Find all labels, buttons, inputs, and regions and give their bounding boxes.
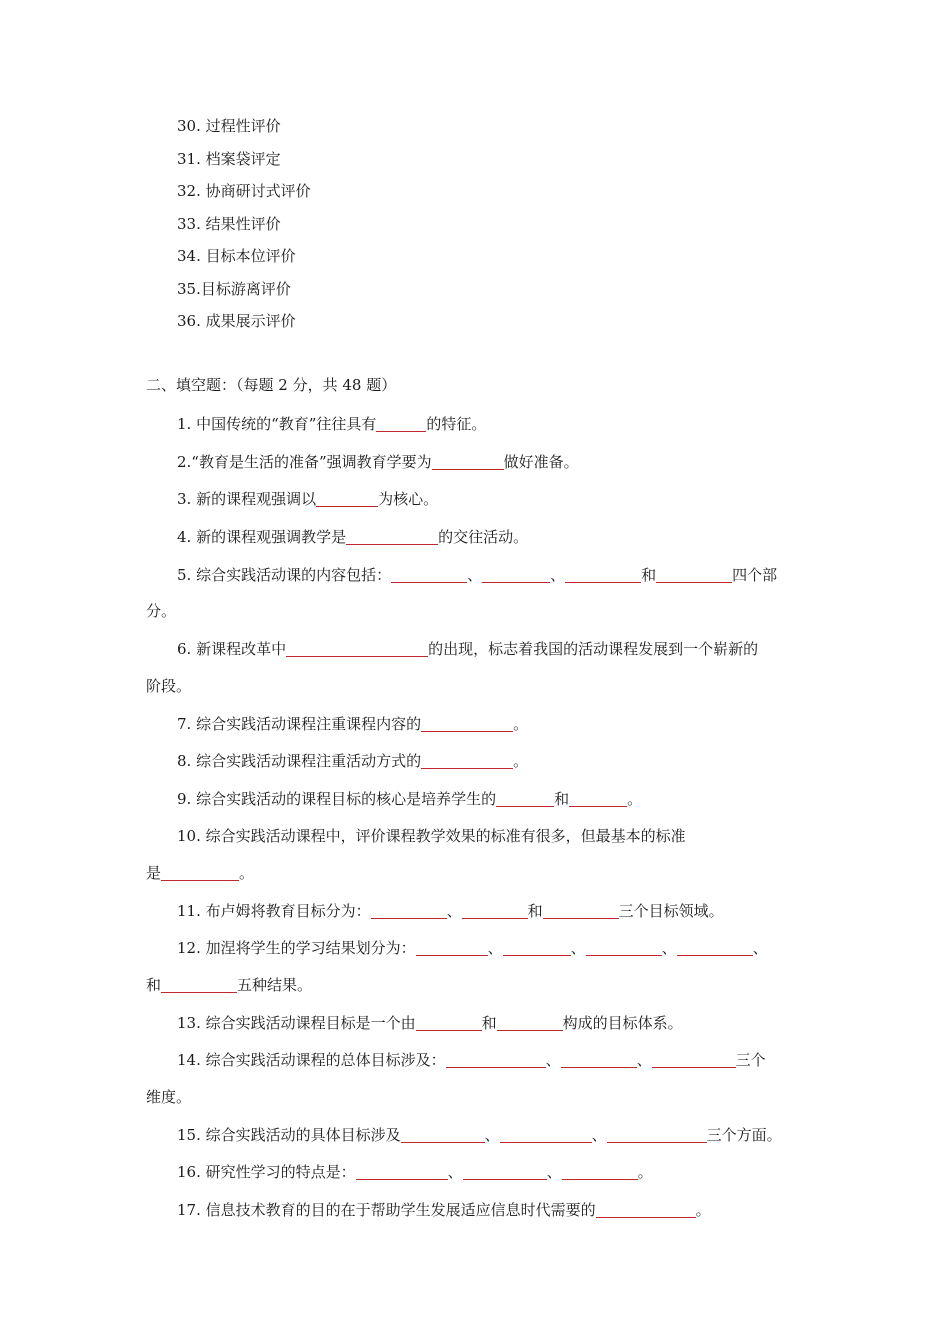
answer-blank[interactable]	[496, 790, 554, 807]
answer-blank[interactable]	[561, 1051, 637, 1068]
answer-blank[interactable]	[586, 939, 662, 956]
answer-blank[interactable]	[421, 752, 513, 769]
question-5-continuation: 分。	[146, 602, 177, 620]
answer-blank[interactable]	[316, 490, 378, 507]
answer-blank[interactable]	[607, 1126, 707, 1143]
question-10-continuation: 是 。	[146, 864, 255, 882]
term-item: 32. 协商研讨式评价	[177, 182, 311, 200]
term-item: 36. 成果展示评价	[177, 312, 296, 330]
answer-blank[interactable]	[497, 1014, 563, 1031]
answer-blank[interactable]	[656, 566, 732, 583]
question-16: 16. 研究性学习的特点是： 、 、 。	[177, 1163, 653, 1181]
question-17: 17. 信息技术教育的目的在于帮助学生发展适应信息时代需要的 。	[177, 1201, 711, 1219]
answer-blank[interactable]	[391, 566, 467, 583]
answer-blank[interactable]	[416, 939, 488, 956]
answer-blank[interactable]	[421, 715, 513, 732]
answer-blank[interactable]	[569, 790, 627, 807]
term-item: 31. 档案袋评定	[177, 150, 281, 168]
answer-blank[interactable]	[500, 1126, 592, 1143]
question-2: 2.“教育是生活的准备”强调教育学要为 做好准备。	[177, 453, 579, 471]
answer-blank[interactable]	[416, 1014, 482, 1031]
question-12-continuation: 和 五种结果。	[146, 976, 313, 994]
question-3: 3. 新的课程观强调以 为核心。	[177, 490, 439, 508]
question-5: 5. 综合实践活动课的内容包括： 、 、 和 四个部	[177, 566, 778, 584]
answer-blank[interactable]	[652, 1051, 736, 1068]
question-7: 7. 综合实践活动课程注重课程内容的 。	[177, 715, 529, 733]
answer-blank[interactable]	[677, 939, 753, 956]
answer-blank[interactable]	[161, 976, 237, 993]
answer-blank[interactable]	[401, 1126, 485, 1143]
answer-blank[interactable]	[356, 1163, 448, 1180]
answer-blank[interactable]	[565, 566, 641, 583]
answer-blank[interactable]	[432, 453, 504, 470]
term-item: 34. 目标本位评价	[177, 247, 296, 265]
answer-blank[interactable]	[462, 902, 528, 919]
answer-blank[interactable]	[482, 566, 550, 583]
answer-blank[interactable]	[543, 902, 619, 919]
question-14: 14. 综合实践活动课程的总体目标涉及： 、 、 三个	[177, 1051, 766, 1069]
question-4: 4. 新的课程观强调教学是 的交往活动。	[177, 528, 529, 546]
question-11: 11. 布卢姆将教育目标分为： 、 和 三个目标领域。	[177, 902, 724, 920]
question-8: 8. 综合实践活动课程注重活动方式的 。	[177, 752, 529, 770]
term-item: 33. 结果性评价	[177, 215, 281, 233]
question-9: 9. 综合实践活动的课程目标的核心是培养学生的 和 。	[177, 790, 643, 808]
question-6-continuation: 阶段。	[146, 677, 192, 695]
answer-blank[interactable]	[346, 528, 438, 545]
answer-blank[interactable]	[376, 415, 426, 432]
question-6: 6. 新课程改革中 的出现，标志着我国的活动课程发展到一个崭新的	[177, 640, 759, 658]
question-14-continuation: 维度。	[146, 1088, 192, 1106]
question-15: 15. 综合实践活动的具体目标涉及 、 、 三个方面。	[177, 1126, 782, 1144]
term-item: 35.目标游离评价	[177, 280, 291, 298]
term-item: 30. 过程性评价	[177, 117, 281, 135]
answer-blank[interactable]	[463, 1163, 547, 1180]
answer-blank[interactable]	[562, 1163, 638, 1180]
question-13: 13. 综合实践活动课程目标是一个由 和 构成的目标体系。	[177, 1014, 683, 1032]
answer-blank[interactable]	[503, 939, 571, 956]
section-heading: 二、填空题：（每题 2 分，共 48 题）	[146, 376, 397, 394]
question-12: 12. 加涅将学生的学习结果划分为： 、 、 、 、	[177, 939, 768, 957]
answer-blank[interactable]	[596, 1201, 696, 1218]
answer-blank[interactable]	[161, 864, 239, 881]
answer-blank[interactable]	[446, 1051, 546, 1068]
question-10: 10. 综合实践活动课程中，评价课程教学效果的标准有很多，但最基本的标准	[177, 827, 686, 845]
answer-blank[interactable]	[286, 640, 428, 657]
question-1: 1. 中国传统的“教育”往往具有 的特征。	[177, 415, 487, 433]
answer-blank[interactable]	[371, 902, 447, 919]
